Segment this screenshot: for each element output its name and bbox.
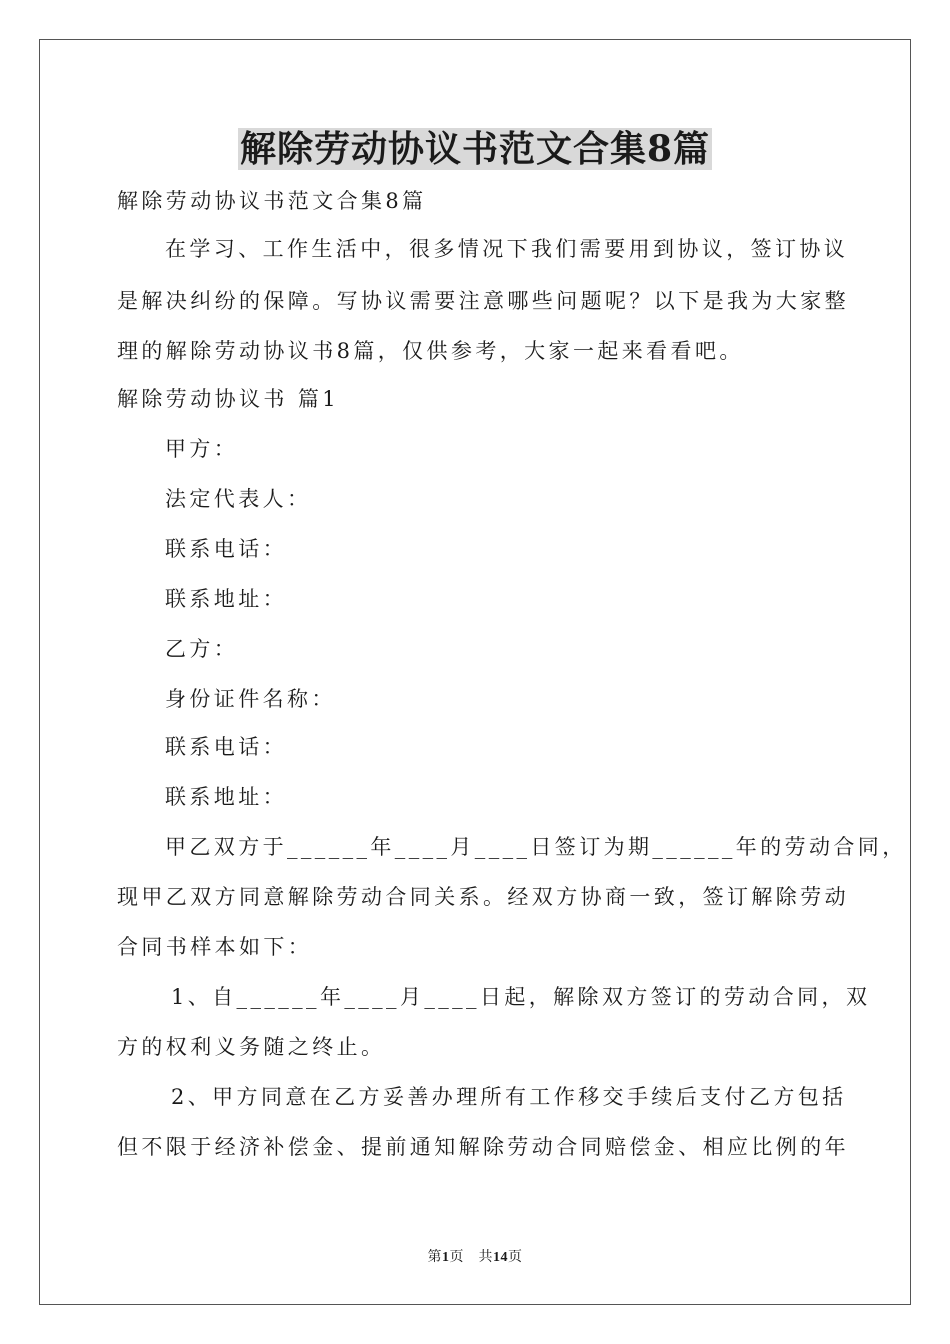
intro-line-3: 理的解除劳动协议书8篇，仅供参考，大家一起来看看吧。: [117, 339, 744, 363]
footer-page-number: 1: [442, 1250, 450, 1265]
document-title: [0, 124, 950, 174]
page-border: [39, 39, 911, 1305]
clause-2-line-1: 2、甲方同意在乙方妥善办理所有工作移交手续后支付乙方包括: [171, 1085, 847, 1109]
footer-prefix: 第: [427, 1250, 442, 1265]
section-heading: 解除劳动协议书 篇1: [117, 387, 340, 411]
footer-mid: 页 共: [449, 1250, 493, 1265]
clause-2-line-2: 但不限于经济补偿金、提前通知解除劳动合同赔偿金、相应比例的年: [117, 1135, 849, 1159]
footer-suffix: 页: [508, 1250, 523, 1265]
intro-line-1: 在学习、工作生活中，很多情况下我们需要用到协议，签订协议: [165, 237, 849, 261]
field-legal-rep: 法定代表人：: [165, 487, 312, 511]
agreement-line-2: 现甲乙双方同意解除劳动合同关系。经双方协商一致，签订解除劳动: [117, 885, 849, 909]
field-party-b: 乙方：: [165, 637, 239, 661]
field-address-a: 联系地址：: [165, 587, 287, 611]
footer-total-pages: 14: [493, 1250, 508, 1265]
document-title-text: 解除劳动协议书范文合集8篇: [239, 128, 711, 170]
agreement-line-1: 甲乙双方于______年____月____日签订为期______年的劳动合同，: [165, 835, 907, 859]
field-phone-b: 联系电话：: [165, 735, 287, 759]
field-address-b: 联系地址：: [165, 785, 287, 809]
clause-1-line-1: 1、自______年____月____日起，解除双方签订的劳动合同，双: [171, 985, 871, 1009]
intro-line-2: 是解决纠纷的保障。写协议需要注意哪些问题呢？以下是我为大家整: [117, 289, 849, 313]
field-party-a: 甲方：: [165, 437, 239, 461]
clause-1-line-2: 方的权利义务随之终止。: [117, 1035, 386, 1059]
field-id-name: 身份证件名称：: [165, 687, 336, 711]
agreement-line-3: 合同书样本如下：: [117, 935, 313, 959]
document-subtitle: 解除劳动协议书范文合集8篇: [117, 189, 427, 213]
page-footer: [0, 1246, 950, 1266]
field-phone-a: 联系电话：: [165, 537, 287, 561]
